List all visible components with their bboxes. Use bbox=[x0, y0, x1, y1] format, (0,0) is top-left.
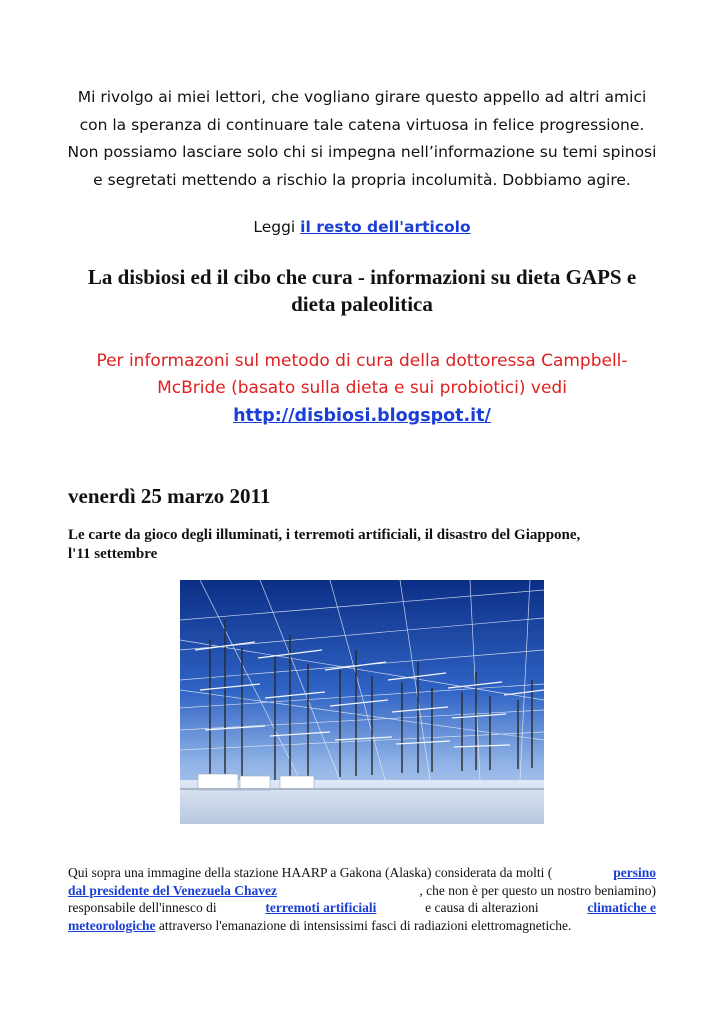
caption-text: , che non è per questo un nostro beniamino) bbox=[419, 882, 656, 898]
caption-line bbox=[68, 882, 656, 900]
disbiosi-heading bbox=[62, 264, 662, 318]
caption-text: attraverso l'emanazione di intensissimi fasci di radiazioni elettromagnetiche. bbox=[155, 917, 572, 933]
caption-text: responsabile dell'innesco di bbox=[68, 900, 217, 915]
caption-line bbox=[68, 864, 656, 882]
caption-link-chavez[interactable]: dal presidente del Venezuela Chavez bbox=[68, 882, 277, 898]
caption-link-climatiche[interactable]: climatiche e bbox=[587, 900, 656, 915]
intro-line: Non possiamo lasciare solo chi si impegna nell’informazione su temi spinosi bbox=[67, 143, 657, 161]
disbiosi-heading-line1: La disbiosi ed il cibo che cura - informazioni su dieta GAPS e bbox=[87, 265, 637, 289]
post-date: venerdì 25 marzo 2011 bbox=[68, 484, 271, 508]
read-more-prefix: Leggi bbox=[253, 218, 296, 236]
intro-line: con la speranza di continuare tale catena virtuosa in felice progressione. bbox=[79, 115, 645, 134]
caption-text: e causa di alterazioni bbox=[425, 900, 539, 915]
caption-link-meteorologiche[interactable]: meteorologiche bbox=[68, 917, 156, 933]
intro-line: Mi rivolgo ai miei lettori, che vogliano girare questo appello ad altri amici bbox=[77, 88, 647, 106]
post-title[interactable] bbox=[68, 526, 660, 564]
caption-text: Qui sopra una immagine della stazione HAARP a Gakona (Alaska) considerata da molti ( bbox=[68, 865, 553, 880]
disbiosi-info bbox=[60, 348, 664, 402]
caption-link-terremoti[interactable]: terremoti artificiali bbox=[265, 900, 377, 915]
read-more-link[interactable]: il resto dell'articolo bbox=[300, 218, 471, 236]
disbiosi-url-line bbox=[0, 406, 724, 426]
post-title-line2[interactable]: l'11 settembre bbox=[68, 546, 158, 562]
haarp-antenna-photo bbox=[180, 580, 544, 824]
disbiosi-info-line1: Per informazoni sul metodo di cura della dottoressa Campbell- bbox=[96, 351, 628, 371]
caption-line bbox=[68, 899, 656, 917]
post-title-line1[interactable]: Le carte da gioco degli illuminati, i terremoti artificiali, il disastro del Giappone, bbox=[68, 527, 581, 543]
caption-link-persino[interactable]: persino bbox=[613, 865, 656, 880]
caption-line bbox=[68, 917, 656, 935]
intro-line: e segretati mettendo a rischio la propria incolumità. Dobbiamo agire. bbox=[93, 170, 631, 189]
disbiosi-heading-line2: dieta paleolitica bbox=[291, 292, 433, 316]
intro-paragraph bbox=[60, 84, 664, 194]
photo-caption bbox=[68, 864, 656, 934]
disbiosi-info-line2: McBride (basato sulla dieta e sui probiotici) vedi bbox=[157, 378, 567, 398]
disbiosi-url-link[interactable]: http://disbiosi.blogspot.it/ bbox=[233, 406, 491, 426]
read-more-line bbox=[0, 218, 724, 236]
